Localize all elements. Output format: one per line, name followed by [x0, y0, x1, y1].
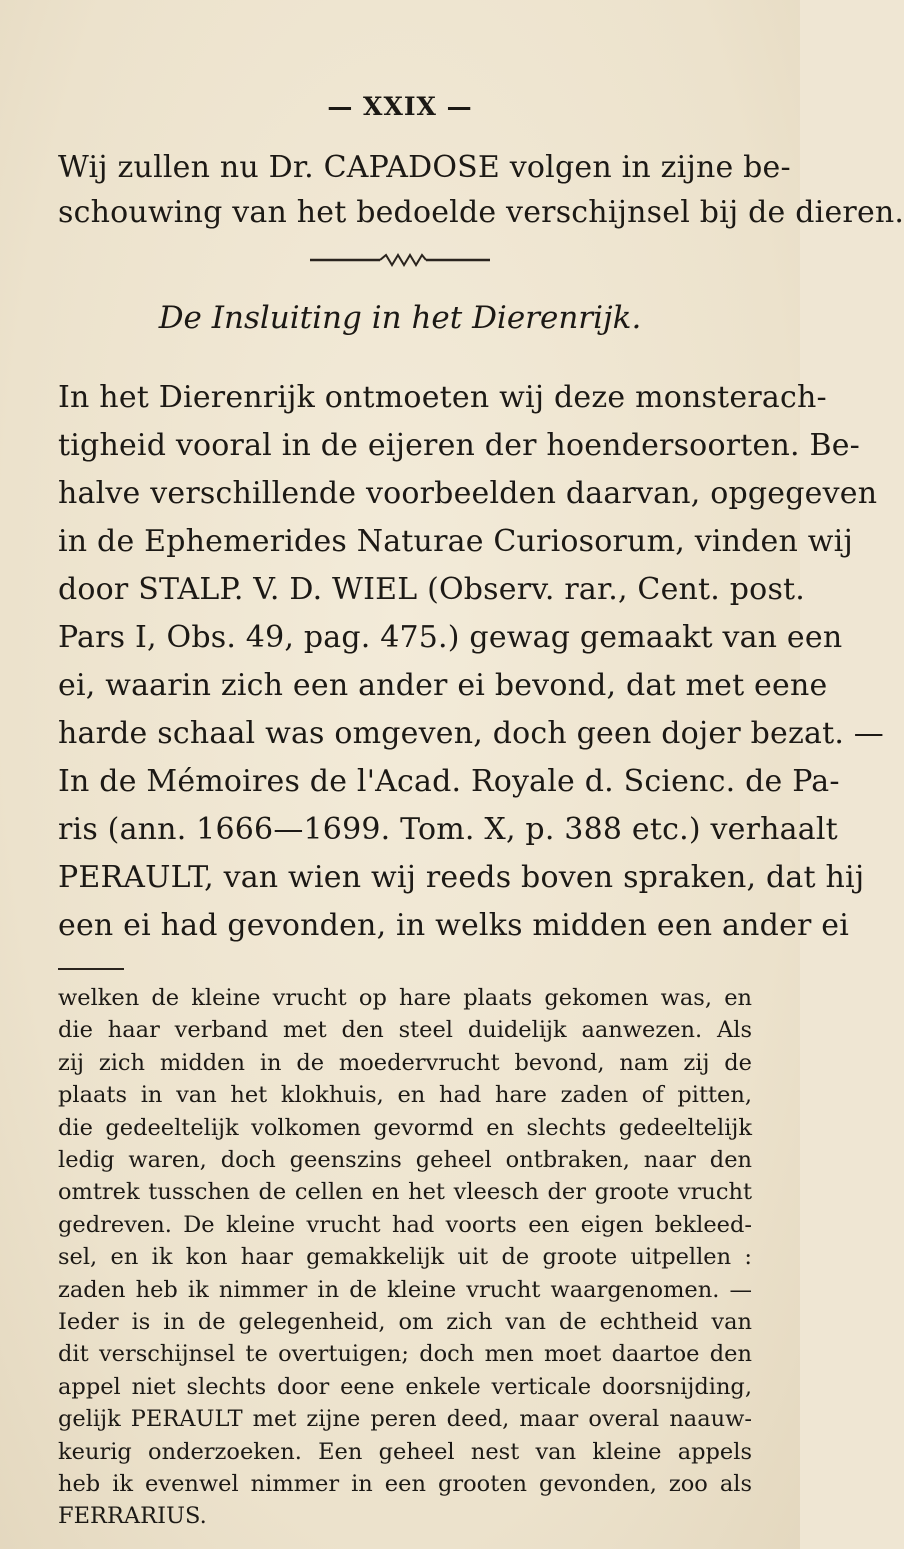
footnote-line: Ieder is in de gelegenheid, om zich van de echtheid van: [58, 1309, 752, 1335]
paragraph-line: In het Dierenrijk ontmoeten wij deze monsterach-: [58, 380, 827, 415]
paragraph-line: tigheid vooral in de eijeren der hoendersoorten. Be-: [58, 428, 860, 463]
footnote-line: welken de kleine vrucht op hare plaats gekomen was, en: [58, 985, 752, 1011]
paragraph-line: PERAULT, van wien wij reeds boven spraken, dat hij: [58, 860, 865, 895]
footnote-rule: [58, 968, 124, 970]
paragraph-line: Pars I, Obs. 49, pag. 475.) gewag gemaakt van een: [58, 620, 843, 655]
footnote-line-last: FERRARIUS.: [58, 1503, 207, 1530]
page-number: — XXIX —: [327, 92, 473, 121]
intro-line: schouwing van het bedoelde verschijnsel bij de dieren.: [58, 195, 904, 230]
ornamental-divider: [310, 253, 490, 267]
paragraph-line: een ei had gevonden, in welks midden een ander ei: [58, 908, 850, 943]
footnote-line: gelijk PERAULT met zijne peren deed, maar overal naauw-: [58, 1406, 752, 1433]
paragraph-line: harde schaal was omgeven, doch geen dojer bezat. —: [58, 716, 884, 751]
footnote-line: appel niet slechts door eene enkele verticale doorsnijding,: [58, 1373, 752, 1400]
footnote-line: keurig onderzoeken. Een geheel nest van kleine appels: [58, 1438, 752, 1465]
intro-line: Wij zullen nu Dr. CAPADOSE volgen in zijne be-: [58, 150, 791, 185]
footnote-line: gedreven. De kleine vrucht had voorts een eigen bekleed-: [58, 1211, 752, 1238]
paragraph-line: halve verschillende voorbeelden daarvan, opgegeven: [58, 476, 878, 511]
footnote-line: heb ik evenwel nimmer in een grooten gevonden, zoo als: [58, 1471, 752, 1497]
footnote-line: die gedeeltelijk volkomen gevormd en slechts gedeeltelijk: [58, 1114, 752, 1141]
footnote-line: sel, en ik kon haar gemakkelijk uit de groote uitpellen :: [58, 1244, 752, 1271]
footnote-line: ledig waren, doch geenszins geheel ontbraken, naar den: [58, 1147, 752, 1173]
section-title: De Insluiting in het Dierenrijk.: [158, 300, 642, 336]
paragraph-line: ris (ann. 1666—1699. Tom. X, p. 388 etc.) verhaalt: [58, 812, 838, 847]
footnote-line: plaats in van het klokhuis, en had hare zaden of pitten,: [58, 1082, 752, 1109]
footnote-line: omtrek tusschen de cellen en het vleesch der groote vrucht: [58, 1179, 752, 1206]
paragraph-line: ei, waarin zich een ander ei bevond, dat met eene: [58, 668, 828, 703]
footnote-line: dit verschijnsel te overtuigen; doch men moet daartoe den: [58, 1341, 752, 1368]
footnote-line: die haar verband met den steel duidelijk aanwezen. Als: [58, 1017, 752, 1044]
footnote-line: zaden heb ik nimmer in de kleine vrucht waargenomen. —: [58, 1276, 752, 1303]
footnote-line: zij zich midden in de moedervrucht bevond, nam zij de: [58, 1049, 752, 1076]
paragraph-line: door STALP. V. D. WIEL (Observ. rar., Cent. post.: [58, 572, 806, 607]
paragraph-line: in de Ephemerides Naturae Curiosorum, vinden wij: [58, 524, 853, 559]
paragraph-line: In de Mémoires de l'Acad. Royale d. Scienc. de Pa-: [58, 764, 840, 799]
